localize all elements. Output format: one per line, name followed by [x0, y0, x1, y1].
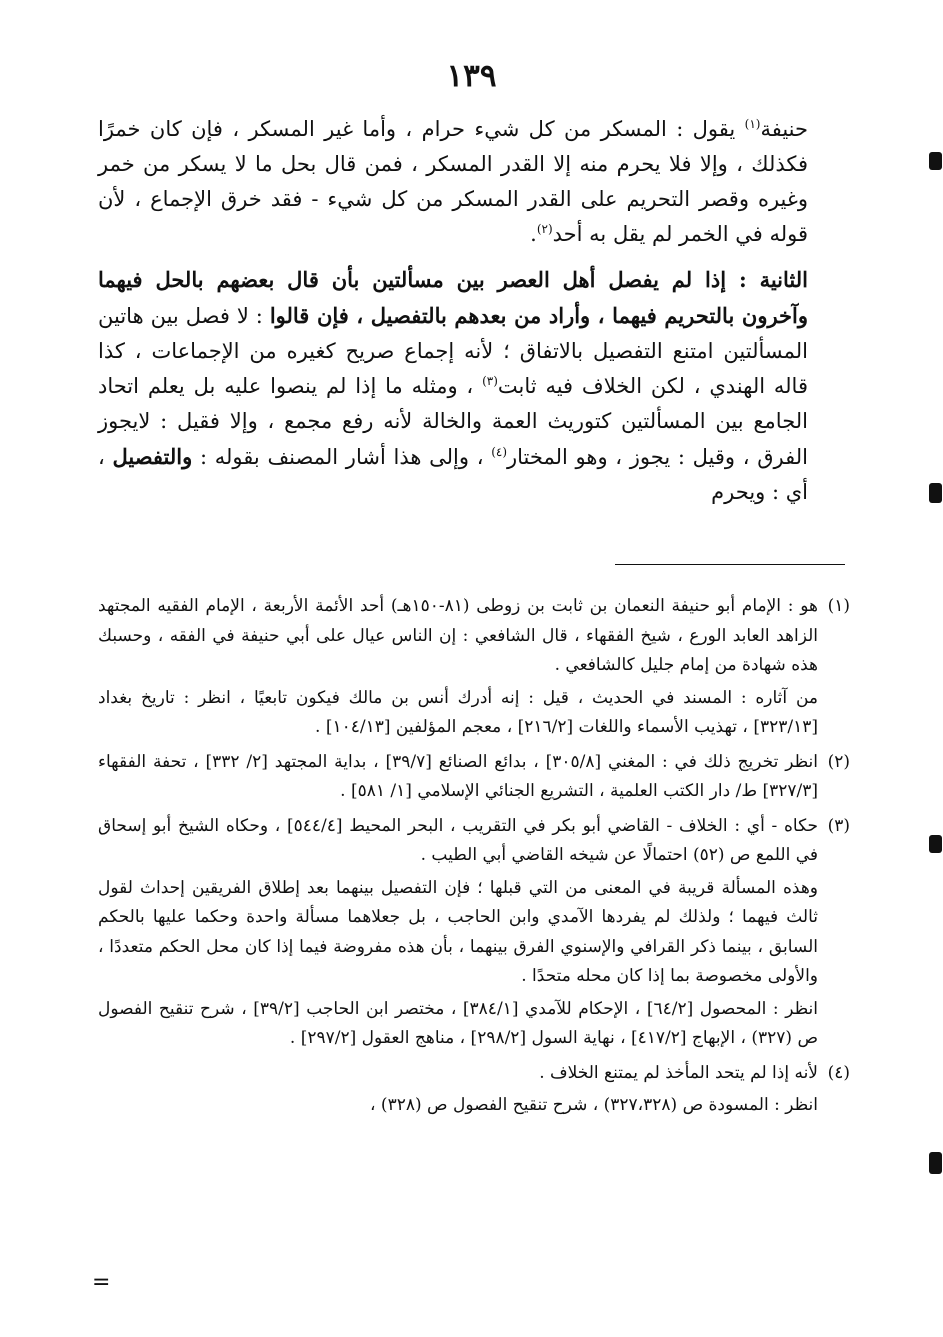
footnote-separator — [615, 564, 845, 565]
footnote-ref-2[interactable]: (٢) — [536, 222, 553, 236]
margin-mark — [929, 483, 942, 503]
para2-bold-text: إذا لم يفصل أهل العصر بين مسألتين بأن قال بعضهم بالحل فيهما وآخرون بالتحريم فيهما ، وأراد من بعدهم بالتفصيل ، فإن قالوا — [98, 267, 809, 328]
footnote-text: انظر : المحصول [٦٤/٢] ، الإحكام للآمدي [٣٨٤/١] ، مختصر ابن الحاجب [٣٩/٢] ، شرح تنقيح الفصول ص (٣٢٧) ، الإبهاج [٤١٧/٢] ، نهاية السول [٢٩٨/٢] ، مناهج العقول [٢٩٧/٢] . — [98, 998, 819, 1048]
margin-mark — [929, 152, 942, 170]
footnote-number: (٣) — [827, 815, 850, 836]
footnote-text: انظر : المسودة ص (٣٢٧،٣٢٨) ، شرح تنقيح الفصول ص (٣٢٨) ، — [370, 1095, 818, 1115]
paragraph-2 — [98, 262, 808, 510]
page-number: ١٣٩ — [446, 58, 497, 94]
margin-mark — [929, 835, 942, 853]
footnote-number: (٢) — [827, 751, 850, 772]
quoted-term: والتفصيل — [112, 444, 193, 469]
para2-tail: ، أي : ويحرم — [98, 445, 808, 504]
footnote-ref-3[interactable]: (٣) — [482, 374, 498, 388]
para2-text-3: ، وإلى هذا أشار المصنف بقوله : — [192, 445, 492, 469]
footnotes — [98, 592, 850, 1126]
footnote-text: من آثاره : المسند في الحديث ، قيل : إنه أدرك أنس بن مالك فيكون تابعيًا ، انظر : تاريخ بغداد [٣٢٣/١٣] ، تهذيب الأسماء واللغات [٢١٦/٢] ، معجم المؤلفين [١٠٤/١٣] . — [98, 687, 818, 737]
footnote-number: (٤) — [827, 1062, 850, 1083]
footnote-text: هو : الإمام أبو حنيفة النعمان بن ثابت بن زوطى (٨١-١٥٠هـ) أحد الأئمة الأربعة ، الإمام الفقيه المجتهد الزاهد العابد الورع ، شيخ الفقهاء ، قال الشافعي : إن الناس عيال على أبي حنيفة في الفقه ، وحسبك هذه شهادة من إمام جليل كالشافعي . — [98, 596, 819, 675]
footnote-ref-4[interactable]: (٤) — [491, 445, 508, 459]
para1-text: يقول : المسكر من كل شيء حرام ، وأما غير المسكر ، فإن كان خمرًا فكذلك ، وإلا فلا يحرم منه إلا القدر المسكر ، فمن قال بحل ما لا يسكر من خمر وغيره وقصر التحريم على القدر المسكر من كل شيء - فقد خرق الإجماع ، لأن قوله في الخمر لم يقل به أحد — [98, 117, 808, 246]
continuation-mark: = — [92, 1270, 111, 1295]
footnote-1 — [98, 592, 850, 743]
footnote-text: وهذه المسألة قريبة في المعنى من التي قبلها ؛ فإن التفصيل بينهما بعد إطلاق الفريقين إحداث لقول ثالث فيهما ؛ ولذلك لم يفردها الآمدي وابن الحاجب ، بل جعلاهما مسألة واحدة وحكما عليها بالحكم السابق ، بينما ذكر القرافي والإسنوي الفرق بينهما ، بأن هذه مفروضة فيما إذا كان محل الحكم متعددًا ، والأولى مخصوصة بما إذا كان محله متحدًا . — [98, 877, 818, 986]
footnote-ref-1[interactable]: (١) — [744, 117, 761, 131]
footnote-text: حكاه - أي : الخلاف - القاضي أبو بكر في التقريب ، البحر المحيط [٥٤٤/٤] ، وحكاه الشيخ أبو إسحاق في اللمع ص (٥٢) احتمالًا عن شيخه القاضي أبي الطيب . — [98, 815, 818, 865]
footnote-2 — [98, 748, 850, 807]
margin-mark — [929, 1152, 942, 1174]
section-label: الثانية : — [738, 267, 808, 292]
footnote-3 — [98, 812, 850, 1054]
footnote-number: (١) — [827, 596, 850, 616]
para1-lead: حنيفة — [760, 117, 808, 141]
footnote-text: انظر تخريج ذلك في : المغني [٣٠٥/٨] ، بدائع الصنائع [٣٩/٧] ، بداية المجتهد [٢/ ٣٣٢] ، تحفة الفقهاء [٣٢٧/٣] ط/ دار الكتب العلمية ، التشريع الجنائي الإسلامي [١/ ٥٨١] . — [98, 751, 818, 801]
para2-text-2: ، ومثله ما إذا لم ينصوا عليه بل يعلم اتحاد الجامع بين المسألتين كتوريث العمة والخالة لأنه رفع مجمع ، وإلا فقيل : لايجوز الفرق ، وقيل : يجوز ، وهو المختار — [98, 374, 808, 469]
para2-text-1: : لا فصل بين هاتين المسألتين امتنع التفصيل بالاتفاق ؛ لأنه إجماع صريح كغيره من الإجماعات ، كذا قاله الهندي ، لكن الخلاف فيه ثابت — [98, 304, 808, 398]
main-text — [98, 112, 808, 510]
para1-end: . — [530, 222, 537, 246]
paragraph-1 — [98, 112, 808, 252]
footnote-4 — [98, 1059, 850, 1121]
footnote-text: لأنه إذا لم يتحد المأخذ لم يمتنع الخلاف . — [539, 1062, 818, 1083]
